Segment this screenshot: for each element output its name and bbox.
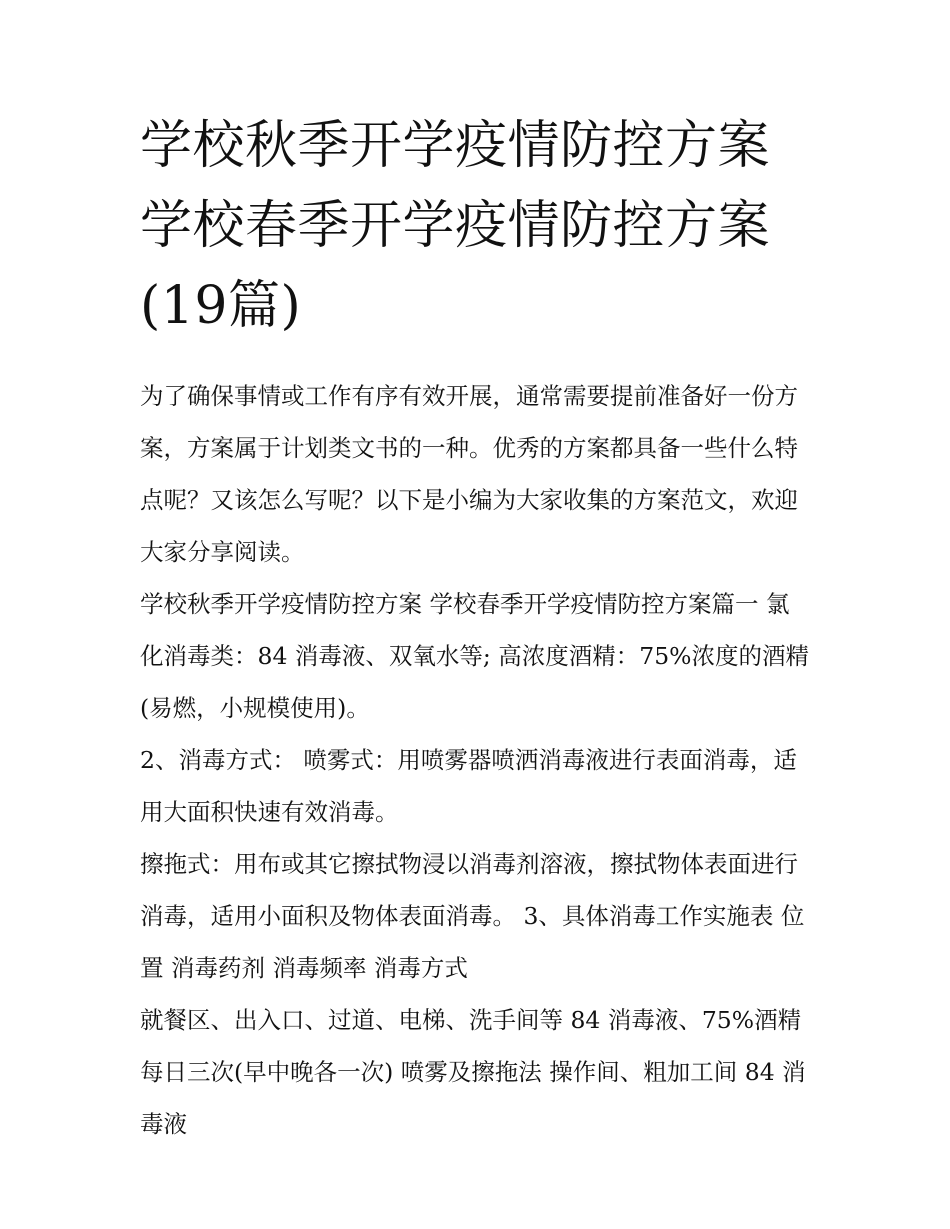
paragraph-spray-method: 2、消毒方式： 喷雾式：用喷雾器喷洒消毒液进行表面消毒，适用大面积快速有效消毒。: [140, 746, 797, 826]
paragraph-wipe-method: 擦拖式：用布或其它擦拭物浸以消毒剂溶液，擦拭物体表面进行消毒，适用小面积及物体表面消毒。 3、具体消毒工作实施表 位置 消毒药剂 消毒频率 消毒方式: [140, 850, 805, 982]
paragraph-intro: 为了确保事情或工作有序有效开展，通常需要提前准备好一份方案，方案属于计划类文书的一种。优秀的方案都具备一些什么特点呢？又该怎么写呢？以下是小编为大家收集的方案范文，欢迎大家分享阅读。: [140, 382, 798, 566]
document-title: 学校秋季开学疫情防控方案 学校春季开学疫情防控方案(19篇): [140, 116, 771, 336]
document-content: [140, 106, 812, 1150]
paragraph-disinfectant-types: 学校秋季开学疫情防控方案 学校春季开学疫情防控方案篇一 氯化消毒类：84 消毒液、双氧水等; 高浓度酒精：75%浓度的酒精(易燃，小规模使用)。: [140, 590, 809, 722]
document-body: [140, 370, 812, 1150]
paragraph-schedule-rows: 就餐区、出入口、过道、电梯、洗手间等 84 消毒液、75%酒精 每日三次(早中晚各一次) 喷雾及擦拖法 操作间、粗加工间 84 消毒液: [140, 1006, 806, 1138]
